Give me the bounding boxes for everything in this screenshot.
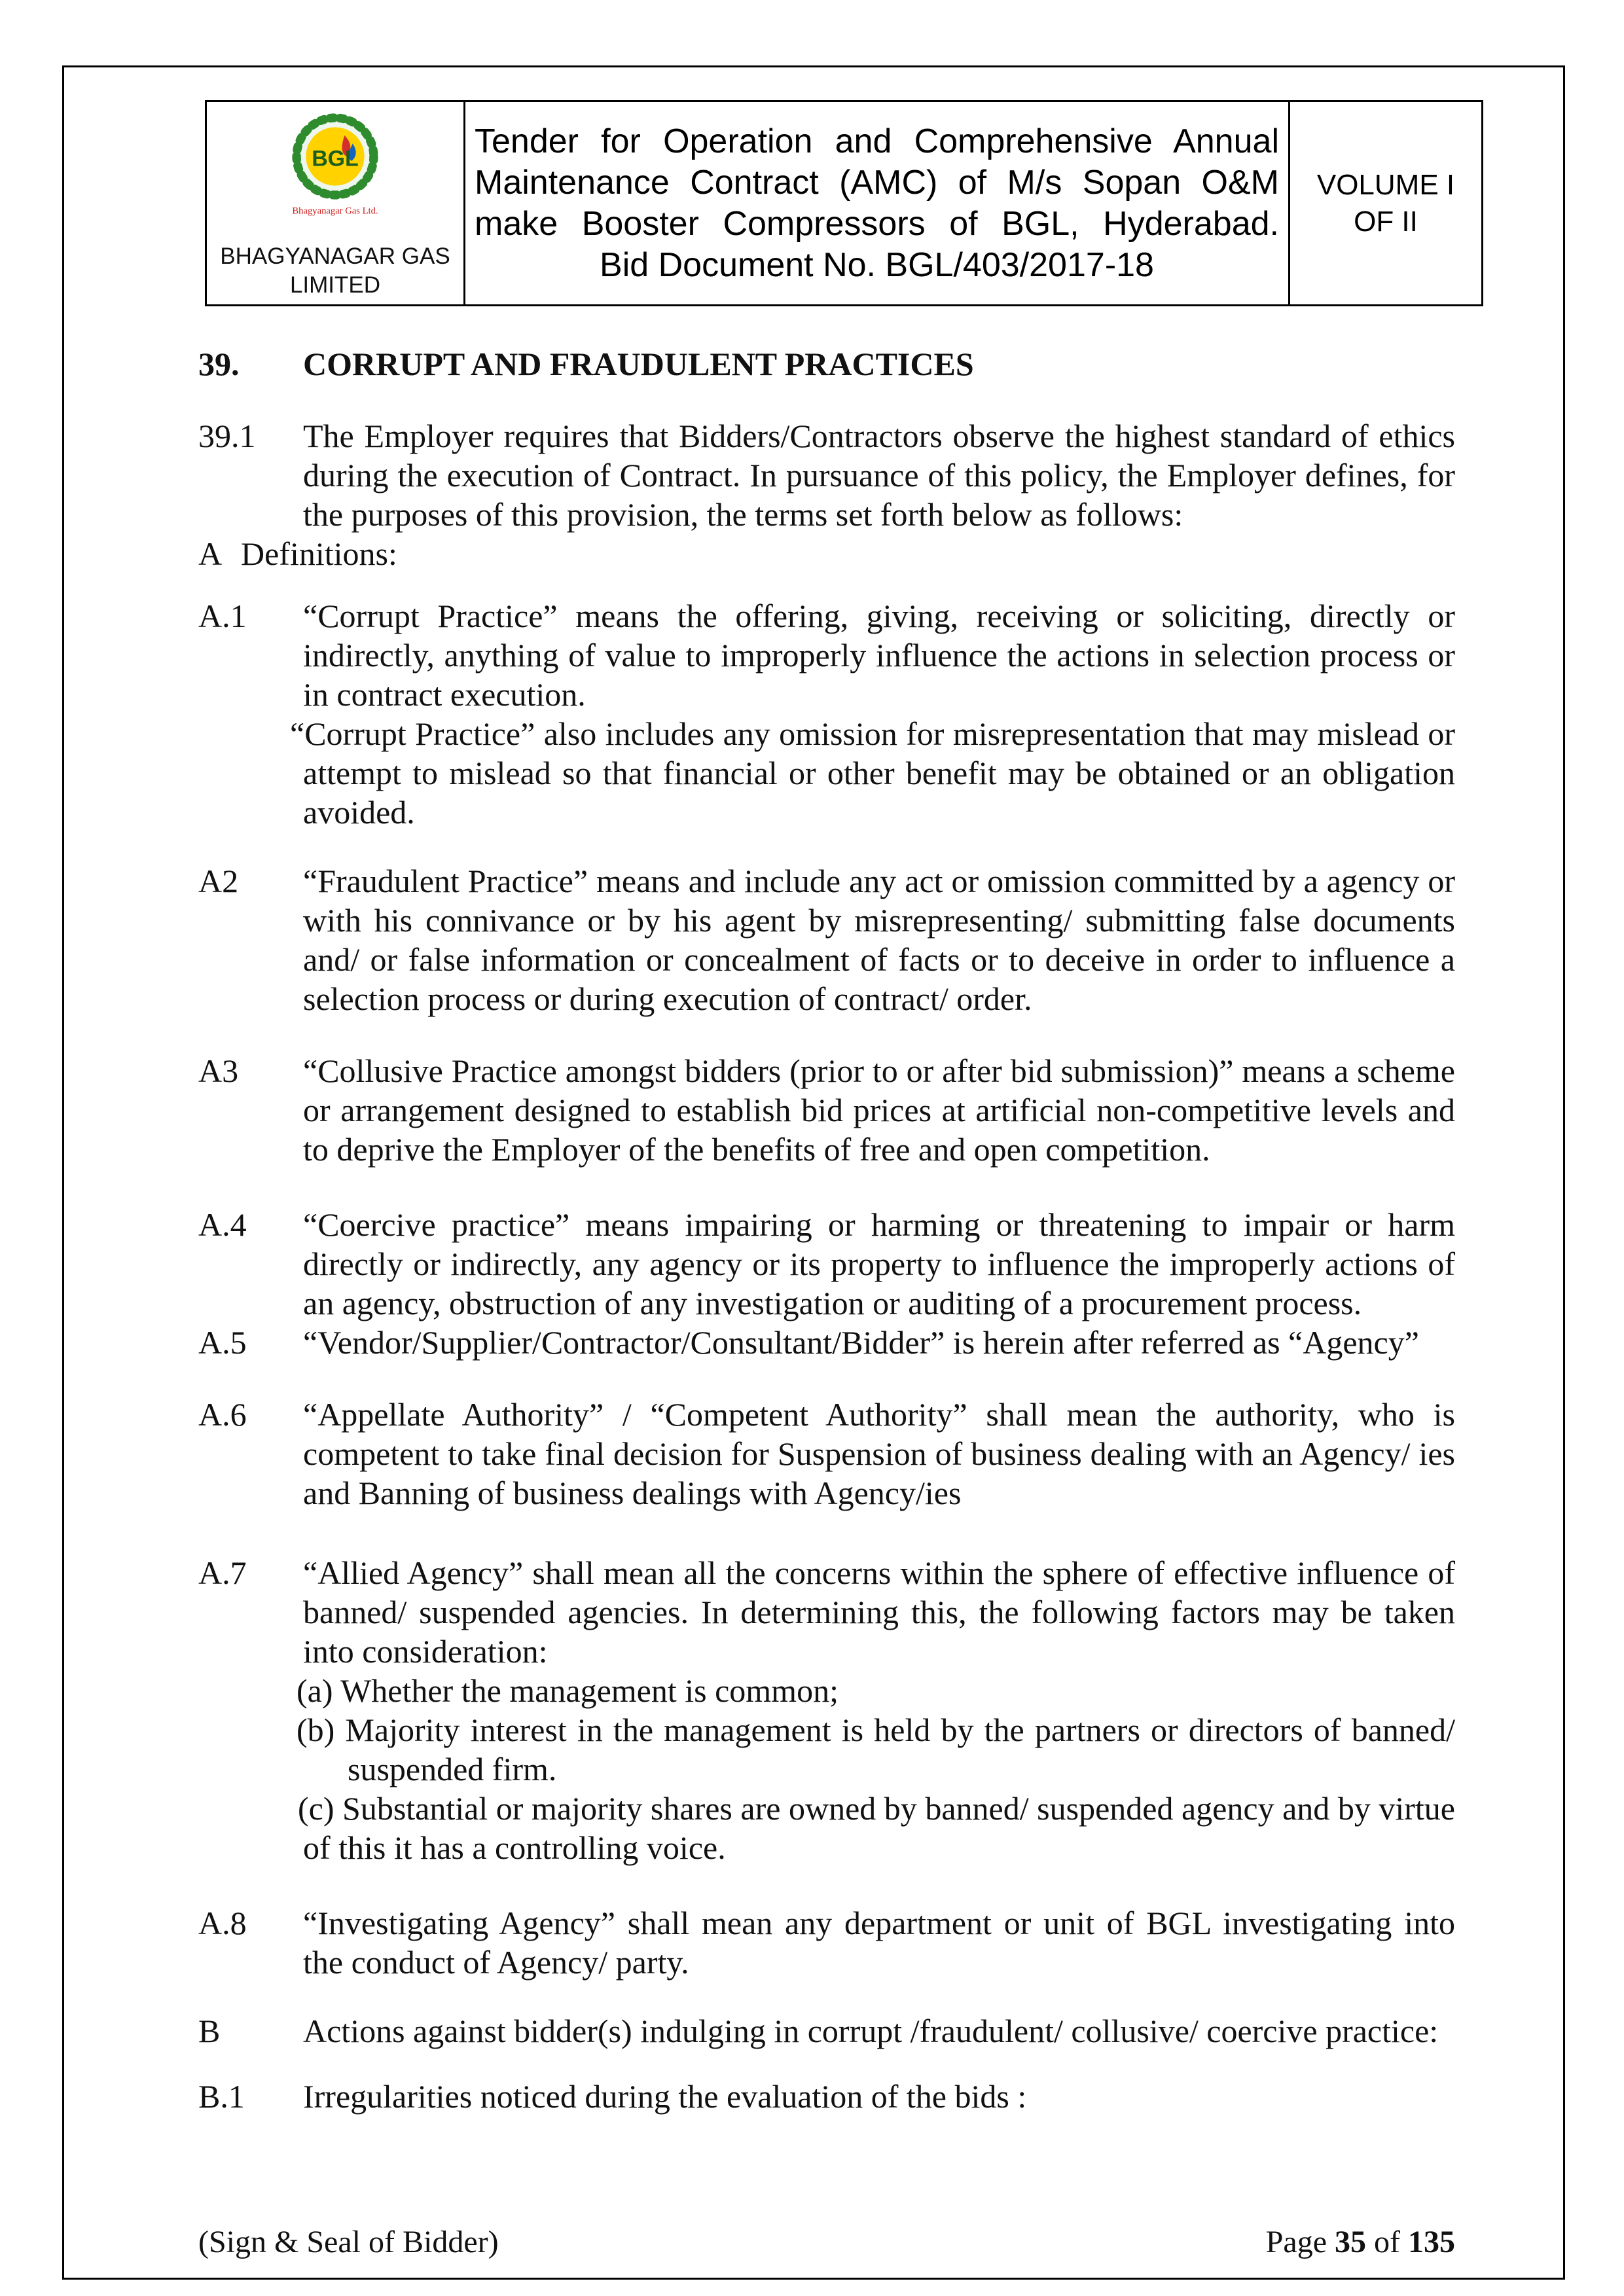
tender-title-line-3: make Booster Compressors of BGL, Hyderabad. bbox=[475, 204, 1279, 243]
clause-text: “Fraudulent Practice” means and include any act or omission committed by a agency or with his connivance or by his agent by misrepresenting/ submitting false documents and/ or false information or concealment of facts or to deceive in order to influence a selection process or during execution of contract/ order. bbox=[303, 863, 1455, 1017]
clause-number: A.5 bbox=[198, 1324, 247, 1361]
page-number-current: 35 bbox=[1335, 2225, 1367, 2259]
clause-a4 bbox=[198, 1205, 1455, 1323]
clause-text: Actions against bidder(s) indulging in corrupt /fraudulent/ collusive/ coercive practice: bbox=[303, 2013, 1439, 2049]
clause-text: “Investigating Agency” shall mean any department or unit of BGL investigating into the conduct of Agency/ party. bbox=[303, 1905, 1455, 1981]
clause-number: A.6 bbox=[198, 1396, 247, 1433]
logo-company-small: Bhagyanagar Gas Ltd. bbox=[292, 206, 378, 217]
section-number: 39. bbox=[198, 346, 240, 382]
tender-title-line-2: Maintenance Contract (AMC) of M/s Sopan O&M bbox=[475, 163, 1279, 202]
clause-a3 bbox=[198, 1051, 1455, 1169]
clause-subitem-b: (b) Majority interest in the management is held by the partners or directors of banned/ suspended firm. bbox=[297, 1712, 1455, 1787]
clause-text: Irregularities noticed during the evaluation of the bids : bbox=[303, 2078, 1027, 2115]
clause-a7 bbox=[198, 1553, 1455, 1867]
page-number-prefix: Page bbox=[1265, 2225, 1335, 2259]
section-title: CORRUPT AND FRAUDULENT PRACTICES bbox=[303, 346, 974, 382]
clause-number: B.1 bbox=[198, 2078, 245, 2115]
section-heading bbox=[198, 344, 1455, 384]
clause-number: A.8 bbox=[198, 1905, 247, 1941]
clause-subitem-c: (c) Substantial or majority shares are owned by banned/ suspended agency and by virtue of this it has a controlling voice. bbox=[298, 1790, 1455, 1866]
volume-label-line1: VOLUME I bbox=[1316, 168, 1455, 201]
clause-number: B bbox=[198, 2013, 221, 2049]
clause-text: “Allied Agency” shall mean all the concerns within the sphere of effective influence of banned/ suspended agencies. In determining this, the following factors may be taken into consideration: bbox=[303, 1554, 1455, 1670]
page-border bbox=[62, 65, 1565, 2280]
clause-text: “Vendor/Supplier/Contractor/Consultant/Bidder” is herein after referred as “Agency” bbox=[303, 1324, 1419, 1361]
clause-text-continued: “Corrupt Practice” also includes any omission for misrepresentation that may mislead or attempt to mislead so that financial or other benefit may be obtained or an obligation avoided. bbox=[290, 715, 1455, 831]
volume-label-line2: OF II bbox=[1354, 205, 1418, 238]
clause-number: A bbox=[198, 535, 223, 572]
clause-text: “Coercive practice” means impairing or harming or threatening to impair or harm directly or indirectly, any agency or its property to influence the improperly actions of an agency, obstruction of any investigation or auditing of a procurement process. bbox=[303, 1206, 1455, 1321]
page-footer bbox=[198, 2224, 1455, 2261]
page-content bbox=[64, 67, 1563, 2278]
clause-a2 bbox=[198, 861, 1455, 1018]
clause-number: A.4 bbox=[198, 1206, 247, 1243]
logo-company-name-line2: LIMITED bbox=[289, 272, 381, 298]
clause-text: The Employer requires that Bidders/Contractors observe the highest standard of ethics during the execution of Contract. In pursuance of this policy, the Employer defines, for the purposes of this provision, the terms set forth below as follows: bbox=[303, 418, 1455, 533]
header-row bbox=[206, 101, 1483, 306]
clause-text: “Collusive Practice amongst bidders (prior to or after bid submission)” means a scheme or arrangement designed to establish bid prices at artificial non-competitive levels and to deprive the Employer of the benefits of free and open competition. bbox=[303, 1052, 1455, 1168]
clause-a8 bbox=[198, 1903, 1455, 1982]
header-table bbox=[205, 100, 1483, 306]
sign-seal-label: (Sign & Seal of Bidder) bbox=[198, 2225, 499, 2259]
clause-number: A.7 bbox=[198, 1554, 247, 1591]
tender-title-cell bbox=[465, 101, 1290, 306]
clause-text: “Corrupt Practice” means the offering, giving, receiving or soliciting, directly or indirectly, anything of value to improperly influence the actions in selection process or in contract execution. bbox=[303, 598, 1455, 713]
company-logo-icon bbox=[276, 107, 394, 238]
logo-abbr: BGL bbox=[312, 146, 359, 171]
tender-title-line-1: Tender for Operation and Comprehensive Annual bbox=[475, 122, 1279, 160]
clause-b bbox=[198, 2011, 1455, 2051]
clause-number: A2 bbox=[198, 863, 239, 899]
logo-company-name-line1: BHAGYANAGAR GAS bbox=[220, 243, 450, 269]
page-number-total: 135 bbox=[1408, 2225, 1455, 2259]
clause-b1 bbox=[198, 2077, 1455, 2116]
page-number-separator: of bbox=[1366, 2225, 1408, 2259]
page-number bbox=[1266, 2224, 1455, 2261]
clause-a6 bbox=[198, 1395, 1455, 1513]
logo-cell bbox=[206, 101, 465, 306]
clause-39-1 bbox=[198, 416, 1455, 534]
clause-a-definitions bbox=[198, 534, 1455, 573]
clause-text: Definitions: bbox=[241, 535, 397, 572]
clause-text: “Appellate Authority” / “Competent Authority” shall mean the authority, who is competent to take final decision for Suspension of business dealing with an Agency/ ies and Banning of business dealings with Agency/ies bbox=[303, 1396, 1455, 1511]
clause-a1 bbox=[198, 596, 1455, 832]
document-body bbox=[198, 344, 1455, 2116]
clause-subitem-a: (a) Whether the management is common; bbox=[297, 1672, 839, 1709]
bid-document-number: Bid Document No. BGL/403/2017-18 bbox=[600, 245, 1154, 284]
clause-a5 bbox=[198, 1323, 1455, 1362]
clause-number: A3 bbox=[198, 1052, 239, 1089]
volume-cell bbox=[1290, 101, 1483, 306]
clause-number: 39.1 bbox=[198, 418, 256, 454]
clause-number: A.1 bbox=[198, 598, 247, 634]
